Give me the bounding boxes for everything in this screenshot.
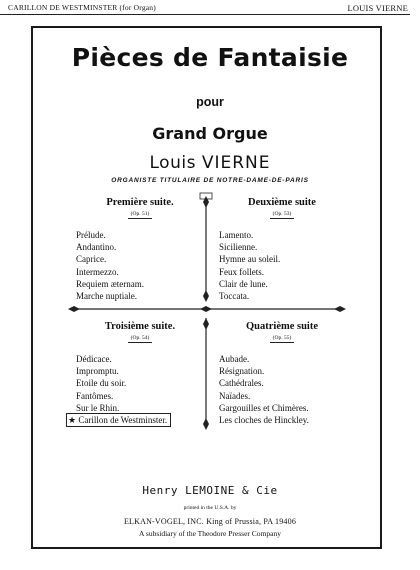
suite-4-opus: (Op. 55)	[222, 335, 342, 341]
list-item: Cathédrales.	[219, 378, 264, 389]
list-item: Lamento.	[219, 230, 254, 240]
list-item: Hymne au soleil.	[219, 254, 281, 265]
star-icon: ★	[68, 415, 77, 426]
list-item: Caprice.	[76, 254, 107, 265]
suite-1-pieces	[76, 229, 144, 302]
list-item: Feux follets.	[219, 266, 264, 277]
suite-1-title: Première suite.	[106, 197, 174, 208]
list-item: Fantômes.	[76, 390, 114, 401]
list-item: Sur le Rhin.	[76, 402, 120, 413]
list-item: Les cloches de Hinckley.	[219, 415, 309, 426]
list-item: Toccata.	[219, 291, 250, 302]
composer-last-name: VIERNE	[201, 153, 271, 173]
list-item	[68, 414, 169, 426]
suite-4-pieces	[219, 353, 309, 426]
suite-2-pieces	[219, 229, 280, 302]
suite-2-opus: (Op. 53)	[222, 211, 342, 217]
running-header-composer: LOUIS VIERNE	[347, 3, 408, 13]
list-item: Prélude.	[76, 230, 106, 240]
composer-first-name: Louis	[149, 153, 196, 173]
list-item: Impromptu.	[76, 366, 119, 377]
publisher-name: Henry LEMOINE & Cie	[142, 484, 278, 497]
list-item: Intermezzo.	[76, 266, 119, 277]
list-item: Marche nuptiale.	[76, 291, 137, 302]
suite-3-title: Troisième suite.	[104, 321, 176, 332]
subsidiary-line: A subsidiary of the Theodore Presser Company	[139, 529, 281, 538]
list-item: Clair de lune.	[219, 278, 268, 289]
list-item: Etoile du soir.	[76, 378, 127, 389]
running-header-title: CARILLON DE WESTMINSTER (for Organ)	[8, 3, 156, 12]
printed-note: printed in the U.S.A. by	[183, 505, 237, 511]
suite-1-opus: (Op. 51)	[80, 211, 200, 217]
list-item: Andantino.	[76, 242, 117, 253]
suite-4-title: Quatrième suite	[245, 321, 319, 332]
list-item: Aubade.	[219, 354, 250, 364]
list-item: Dédicace.	[76, 354, 112, 364]
composer-subtitle: ORGANISTE TITULAIRE DE NOTRE-DAME-DE-PARIS	[111, 177, 309, 184]
highlighted-piece: Carillon de Westminster.	[78, 415, 168, 426]
instrument-title: Grand Orgue	[152, 124, 268, 143]
page-title: Pièces de Fantaisie	[71, 43, 349, 72]
list-item: Gargouilles et Chimères.	[219, 402, 309, 413]
list-item: Résignation.	[219, 366, 265, 377]
list-item: Naïades.	[219, 390, 251, 401]
distributor-line: ELKAN-VOGEL, INC. King of Prussia, PA 19406	[123, 517, 297, 526]
list-item: Requiem æternam.	[76, 278, 144, 289]
suite-3-opus: (Op. 54)	[80, 335, 200, 341]
suite-2-title: Deuxième suite	[248, 197, 316, 208]
suite-3-pieces	[68, 353, 169, 426]
pour-text: pour	[196, 95, 224, 109]
list-item: Sicilienne.	[219, 242, 258, 253]
